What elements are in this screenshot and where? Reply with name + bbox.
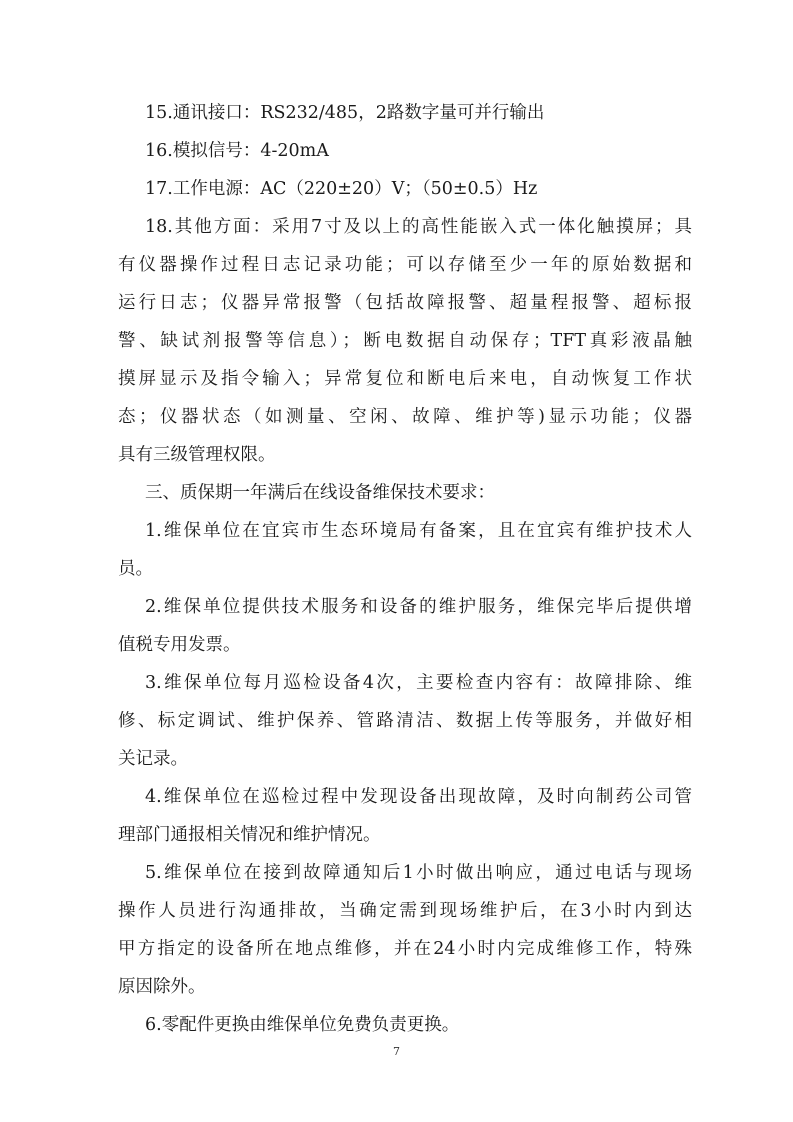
spec-item-18-line-5: 摸屏显示及指令输入；异常复位和断电后来电，自动恢复工作状 (118, 369, 692, 389)
spec-item-18-line-2: 有仪器操作过程日志记录功能；可以存储至少一年的原始数据和 (118, 255, 692, 275)
page-number: 7 (393, 1045, 400, 1058)
requirement-5-line-1: 5.维保单位在接到故障通知后1小时做出响应，通过电话与现场 (145, 863, 692, 883)
requirement-3-line-3: 关记录。 (118, 749, 188, 769)
requirement-2-line-1: 2.维保单位提供技术服务和设备的维护服务，维保完毕后提供增 (145, 597, 692, 617)
requirement-3-line-2: 修、标定调试、维护保养、管路清洁、数据上传等服务，并做好相 (118, 711, 692, 731)
requirement-4-line-2: 理部门通报相关情况和维护情况。 (118, 825, 381, 845)
document-body (118, 94, 692, 1044)
spec-item-18-line-1: 18.其他方面：采用7寸及以上的高性能嵌入式一体化触摸屏；具 (145, 217, 692, 237)
requirement-1-line-2: 员。 (118, 559, 153, 579)
requirement-6: 6.零配件更换由维保单位免费负责更换。 (145, 1015, 460, 1035)
section-heading: 三、质保期一年满后在线设备维保技术要求： (145, 483, 495, 503)
requirement-1-line-1: 1.维保单位在宜宾市生态环境局有备案，且在宜宾有维护技术人 (145, 521, 692, 541)
spec-item-18-line-7: 具有三级管理权限。 (118, 445, 276, 465)
requirement-5-line-3: 甲方指定的设备所在地点维修，并在24小时内完成维修工作，特殊 (118, 939, 692, 959)
spec-item-18-line-3: 运行日志；仪器异常报警（包括故障报警、超量程报警、超标报 (118, 293, 692, 313)
spec-item-18-line-4: 警、缺试剂报警等信息）；断电数据自动保存；TFT真彩液晶触 (118, 331, 692, 351)
requirement-3-line-1: 3.维保单位每月巡检设备4次，主要检查内容有：故障排除、维 (145, 673, 692, 693)
spec-item-15: 15.通讯接口：RS232/485，2路数字量可并行输出 (145, 103, 545, 123)
requirement-5-line-2: 操作人员进行沟通排故，当确定需到现场维护后，在3小时内到达 (118, 901, 692, 921)
requirement-2-line-2: 值税专用发票。 (118, 635, 241, 655)
spec-item-17: 17.工作电源：AC（220±20）V；（50±0.5）Hz (145, 179, 538, 199)
spec-item-18-line-6: 态；仪器状态（如测量、空闲、故障、维护等)显示功能；仪器 (118, 407, 692, 427)
spec-item-16: 16.模拟信号：4-20mA (145, 141, 329, 161)
requirement-4-line-1: 4.维保单位在巡检过程中发现设备出现故障，及时向制药公司管 (145, 787, 692, 807)
requirement-5-line-4: 原因除外。 (118, 977, 206, 997)
